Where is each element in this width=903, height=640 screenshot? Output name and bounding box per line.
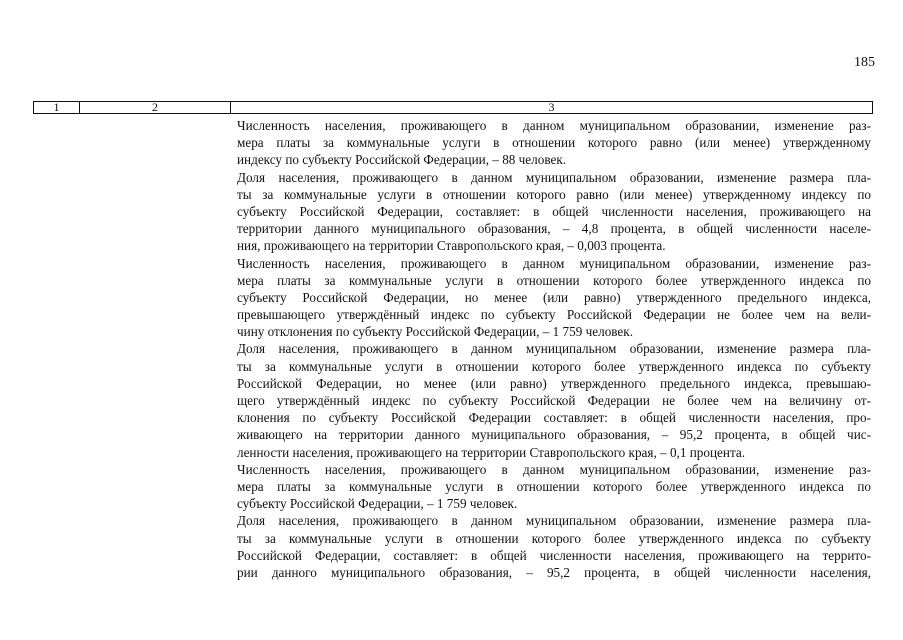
text-line: субъекту Российской Федерации, составляет: в общей численности населения, проживающего на xyxy=(237,203,871,219)
page-number: 185 xyxy=(854,55,875,70)
text-line: субъекту Российской Федерации, – 1 759 человек. xyxy=(237,496,518,512)
text-line: Российской Федерации, но менее (или равно) утвержденного предельного индекса, превышаю- xyxy=(237,375,871,391)
text-line: Доля населения, проживающего в данном муниципальном образовании, изменение размера пла- xyxy=(237,341,871,357)
text-line: Численность населения, проживающего в данном муниципальном образовании, изменение раз- xyxy=(237,118,871,133)
text-line: субъекту Российской Федерации, но менее (или равно) утвержденного предельного индекса, xyxy=(237,289,871,305)
text-line: ты за коммунальные услуги в отношении которого более утвержденного индекса по субъекту xyxy=(237,358,871,374)
column-header-3: 3 xyxy=(548,100,555,114)
text-line: ленности населения, проживающего на территории Ставропольского края, – 0,1 процента. xyxy=(237,444,746,460)
column-header-2: 2 xyxy=(80,102,231,113)
text-line: рии данного муниципального образования, – 95,2 процента, в общей численности населения, xyxy=(237,564,871,580)
text-line: щего утверждённый индекс по субъекту Российской Федерации не более чем на величину от- xyxy=(237,393,871,408)
text-line: индексу по субъекту Российской Федерации, – 88 человек. xyxy=(237,152,567,168)
text-line: мера платы за коммунальные услуги в отношении которого равно (или менее) утвержденному xyxy=(237,135,871,151)
text-line: клонения по субъекту Российской Федерации составляет: в общей численности населения, про- xyxy=(237,410,871,426)
text-line: территории данного муниципального образования, – 4,8 процента, в общей численности населе- xyxy=(237,221,871,237)
column-header-1: 1 xyxy=(34,102,80,113)
text-line: ты за коммунальные услуги в отношении которого более утвержденного индекса по субъекту xyxy=(237,530,871,546)
text-line: живающего на территории данного муниципального образования, – 95,2 процента, в общей чис- xyxy=(237,427,871,443)
text-line: Доля населения, проживающего в данном муниципальном образовании, изменение размера пла- xyxy=(237,169,871,185)
text-line: мера платы за коммунальные услуги в отношении которого более утвержденного индекса по xyxy=(237,478,871,494)
table-header xyxy=(33,101,873,114)
text-line: мера платы за коммунальные услуги в отношении которого более утвержденного индекса по xyxy=(237,272,871,288)
text-line: ты за коммунальные услуги в отношении которого равно (или менее) утвержденному индексу по xyxy=(237,186,871,202)
column-3-text xyxy=(237,117,871,581)
text-line: Доля населения, проживающего в данном муниципальном образовании, изменение размера пла- xyxy=(237,513,871,529)
text-line: Численность населения, проживающего в данном муниципальном образовании, изменение раз- xyxy=(237,255,871,271)
text-line: чину отклонения по субъекту Российской Федерации, – 1 759 человек. xyxy=(237,324,633,340)
text-line: Численность населения, проживающего в данном муниципальном образовании, изменение раз- xyxy=(237,461,871,477)
text-line: Российской Федерации, составляет: в общей численности населения, проживающего на террито- xyxy=(237,547,871,563)
text-line: превышающего утверждённый индекс по субъекту Российской Федерации не более чем на вели- xyxy=(237,307,871,323)
text-line: ния, проживающего на территории Ставропольского края, – 0,003 процента. xyxy=(237,238,666,254)
